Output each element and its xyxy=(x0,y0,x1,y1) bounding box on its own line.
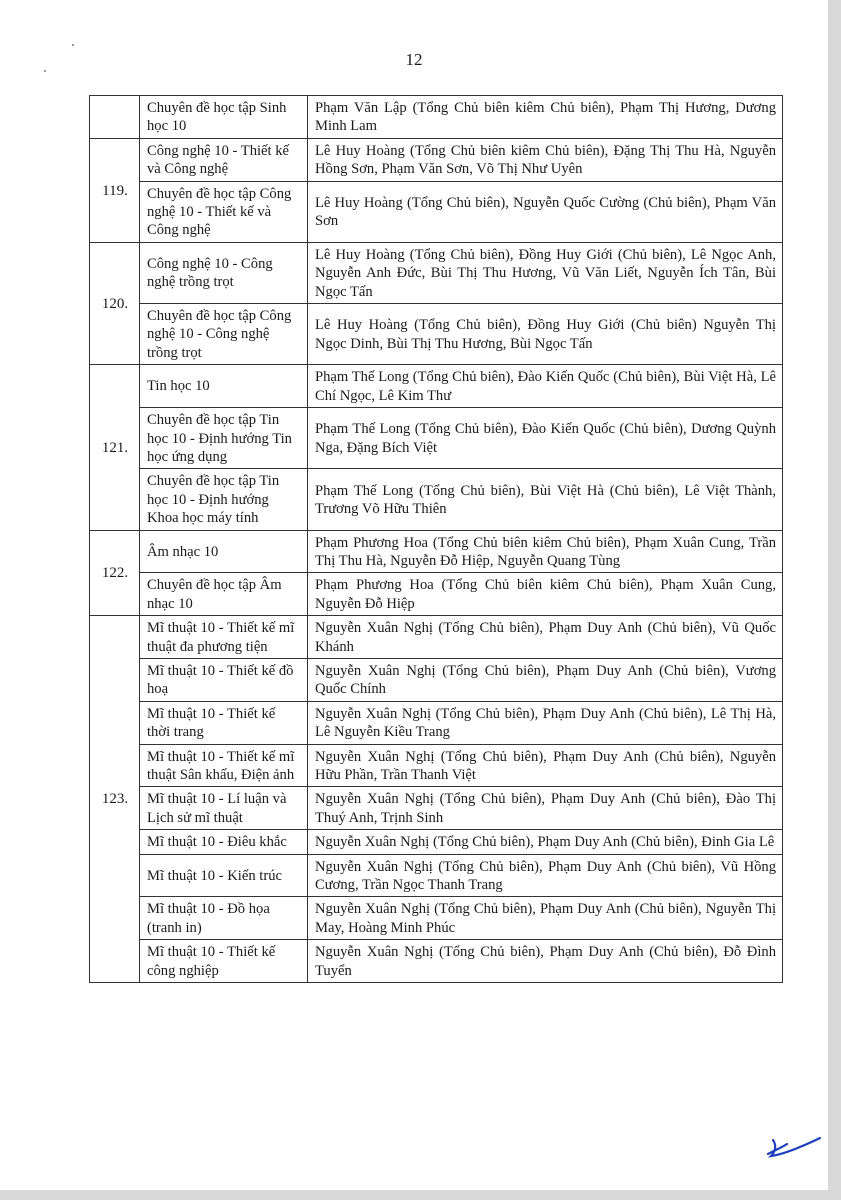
book-authors: Nguyễn Xuân Nghị (Tổng Chủ biên), Phạm Duy Anh (Chủ biên), Nguyễn Thị May, Hoàng Minh Phúc xyxy=(308,897,783,940)
book-authors: Lê Huy Hoàng (Tổng Chủ biên kiêm Chủ biên), Đặng Thị Thu Hà, Nguyễn Hồng Sơn, Phạm Văn Sơn, Võ Thị Như Uyên xyxy=(308,138,783,181)
table-row xyxy=(90,940,783,983)
book-title: Mĩ thuật 10 - Kiến trúc xyxy=(140,854,308,897)
book-authors: Lê Huy Hoàng (Tổng Chủ biên), Đồng Huy Giới (Chủ biên) Nguyễn Thị Ngọc Dinh, Bùi Thị Thu Hương, Bùi Ngọc Tấn xyxy=(308,304,783,365)
table-row xyxy=(90,304,783,365)
book-title: Chuyên đề học tập Âm nhạc 10 xyxy=(140,573,308,616)
scan-speck xyxy=(72,44,74,46)
book-title: Mĩ thuật 10 - Thiết kế công nghiệp xyxy=(140,940,308,983)
row-number: 122. xyxy=(90,530,140,616)
book-title: Mĩ thuật 10 - Điêu khắc xyxy=(140,830,308,854)
row-number: 123. xyxy=(90,616,140,983)
book-authors: Nguyễn Xuân Nghị (Tổng Chủ biên), Phạm Duy Anh (Chủ biên), Đinh Gia Lê xyxy=(308,830,783,854)
book-title: Chuyên đề học tập Tin học 10 - Định hướng Khoa học máy tính xyxy=(140,469,308,530)
book-authors: Phạm Văn Lập (Tổng Chủ biên kiêm Chủ biên), Phạm Thị Hương, Dương Minh Lam xyxy=(308,96,783,139)
book-authors: Nguyễn Xuân Nghị (Tổng Chủ biên), Phạm Duy Anh (Chủ biên), Vũ Hồng Cương, Trần Ngọc Thanh Trang xyxy=(308,854,783,897)
table-row xyxy=(90,787,783,830)
table-row xyxy=(90,897,783,940)
table-row xyxy=(90,616,783,659)
table-row xyxy=(90,744,783,787)
book-title: Mĩ thuật 10 - Thiết kế mĩ thuật Sân khấu, Điện ảnh xyxy=(140,744,308,787)
table-row xyxy=(90,242,783,303)
book-authors: Nguyễn Xuân Nghị (Tổng Chủ biên), Phạm Duy Anh (Chủ biên), Đào Thị Thuý Anh, Trịnh Sinh xyxy=(308,787,783,830)
book-title: Mĩ thuật 10 - Đồ họa (tranh in) xyxy=(140,897,308,940)
page-number: 12 xyxy=(405,50,423,69)
book-authors: Phạm Phương Hoa (Tổng Chủ biên kiêm Chủ biên), Phạm Xuân Cung, Nguyễn Đỗ Hiệp xyxy=(308,573,783,616)
book-authors: Nguyễn Xuân Nghị (Tổng Chủ biên), Phạm Duy Anh (Chủ biên), Đỗ Đình Tuyển xyxy=(308,940,783,983)
row-number: 119. xyxy=(90,138,140,242)
table-row xyxy=(90,701,783,744)
row-number: 121. xyxy=(90,365,140,530)
table-row xyxy=(90,854,783,897)
table-row xyxy=(90,530,783,573)
book-authors: Phạm Thế Long (Tổng Chủ biên), Bùi Việt Hà (Chủ biên), Lê Việt Thành, Trương Võ Hữu Thiên xyxy=(308,469,783,530)
book-title: Công nghệ 10 - Thiết kế và Công nghệ xyxy=(140,138,308,181)
book-title: Chuyên đề học tập Tin học 10 - Định hướng Tin học ứng dụng xyxy=(140,408,308,469)
book-title: Mĩ thuật 10 - Thiết kế mĩ thuật đa phương tiện xyxy=(140,616,308,659)
book-authors: Phạm Thế Long (Tổng Chủ biên), Đào Kiến Quốc (Chủ biên), Bùi Việt Hà, Lê Chí Ngọc, Lê Kim Thư xyxy=(308,365,783,408)
book-title: Mĩ thuật 10 - Thiết kế đồ hoạ xyxy=(140,658,308,701)
book-title: Mĩ thuật 10 - Thiết kế thời trang xyxy=(140,701,308,744)
book-authors: Nguyễn Xuân Nghị (Tổng Chủ biên), Phạm Duy Anh (Chủ biên), Vương Quốc Chính xyxy=(308,658,783,701)
table-row xyxy=(90,658,783,701)
row-number: 120. xyxy=(90,242,140,364)
book-title: Âm nhạc 10 xyxy=(140,530,308,573)
book-title: Tin học 10 xyxy=(140,365,308,408)
book-authors: Nguyễn Xuân Nghị (Tổng Chủ biên), Phạm Duy Anh (Chủ biên), Nguyễn Hữu Phần, Trần Thanh Việt xyxy=(308,744,783,787)
book-title: Chuyên đề học tập Công nghệ 10 - Thiết kế và Công nghệ xyxy=(140,181,308,242)
book-authors: Lê Huy Hoàng (Tổng Chủ biên), Nguyễn Quốc Cường (Chủ biên), Phạm Văn Sơn xyxy=(308,181,783,242)
table-row xyxy=(90,96,783,139)
table-row xyxy=(90,365,783,408)
signature-mark xyxy=(765,1130,825,1160)
book-authors: Lê Huy Hoàng (Tổng Chủ biên), Đồng Huy Giới (Chủ biên), Lê Ngọc Anh, Nguyễn Anh Đức, Bùi Thị Thu Hương, Vũ Văn Liết, Nguyễn Ích Tân, Bùi Ngọc Tấn xyxy=(308,242,783,303)
book-title: Công nghệ 10 - Công nghệ trồng trọt xyxy=(140,242,308,303)
book-title: Mĩ thuật 10 - Lí luận và Lịch sử mĩ thuật xyxy=(140,787,308,830)
book-title: Chuyên đề học tập Sinh học 10 xyxy=(140,96,308,139)
table-row xyxy=(90,469,783,530)
book-title: Chuyên đề học tập Công nghệ 10 - Công nghệ trồng trọt xyxy=(140,304,308,365)
table-row xyxy=(90,573,783,616)
table-row xyxy=(90,138,783,181)
book-authors: Nguyễn Xuân Nghị (Tổng Chủ biên), Phạm Duy Anh (Chủ biên), Vũ Quốc Khánh xyxy=(308,616,783,659)
scan-speck xyxy=(44,70,46,72)
textbook-table xyxy=(89,95,783,983)
book-authors: Nguyễn Xuân Nghị (Tổng Chủ biên), Phạm Duy Anh (Chủ biên), Lê Thị Hà, Lê Nguyễn Kiều Trang xyxy=(308,701,783,744)
table-row xyxy=(90,408,783,469)
book-authors: Phạm Thế Long (Tổng Chủ biên), Đào Kiến Quốc (Chủ biên), Dương Quỳnh Nga, Đặng Bích Việt xyxy=(308,408,783,469)
row-number xyxy=(90,96,140,139)
table-row xyxy=(90,830,783,854)
book-authors: Phạm Phương Hoa (Tổng Chủ biên kiêm Chủ biên), Phạm Xuân Cung, Trần Thị Thu Hà, Nguyễn Đỗ Hiệp, Nguyễn Quang Tùng xyxy=(308,530,783,573)
table-row xyxy=(90,181,783,242)
